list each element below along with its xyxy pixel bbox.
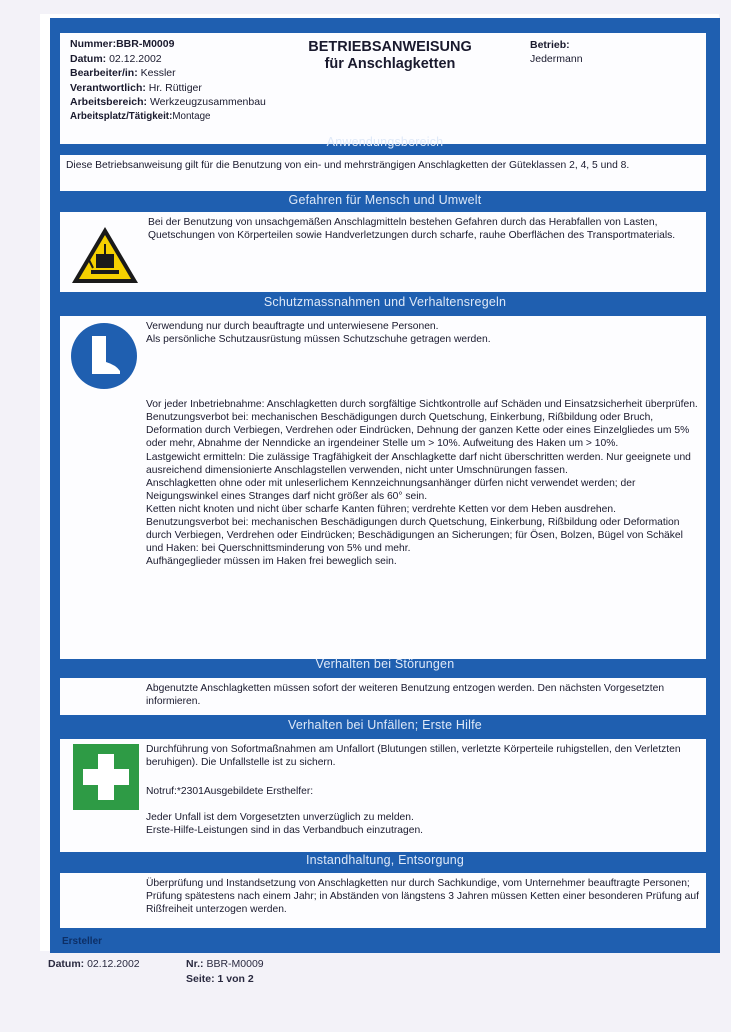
- instruction-frame: [50, 18, 720, 953]
- schutz-paragraph-2: Benutzungsverbot bei: mechanischen Beschädigungen durch Quetschung, Einkerbung, Rißbildung oder Bruch, Deformation durch Verbiegen, Verdrehen oder Eindrücken, Dehnung der ganzen Kette oder eines Einzelgliedes um 5% oder mehr, Abnahme der Nenndicke an irgendeiner Stelle um > 10%. Aufweitung des Haken um > 10%.: [146, 412, 690, 450]
- nummer-value: BBR-M0009: [116, 38, 175, 50]
- betrieb-block: [530, 38, 583, 66]
- section-title-stoerungen: Verhalten bei Störungen: [315, 657, 455, 671]
- header-box: [60, 33, 706, 144]
- schutz-paragraph-3: Lastgewicht ermitteln: Die zulässige Tragfähigkeit der Anschlagkette darf nicht überschritten werden. Nur geeignete und ausreichend dimensionierte Anschlagstellen verwenden, nicht unter Umschnürungen fassen.: [146, 451, 691, 476]
- schutz-paragraph-1: Vor jeder Inbetriebnahme: Anschlagketten durch sorgfältige Sichtkontrolle auf Schäden und Einsatzsicherheit überprüfen.: [146, 399, 698, 411]
- footer-seite: [186, 973, 254, 985]
- nummer-label: Nummer:: [70, 38, 117, 50]
- arbeitsbereich-label: Arbeitsbereich:: [70, 96, 148, 109]
- section-title-gefahren: Gefahren für Mensch und Umwelt: [288, 193, 482, 207]
- footer-datum: [48, 958, 140, 970]
- section-title-instand: Instandhaltung, Entsorgung: [305, 853, 465, 867]
- footer-datum-value: 02.12.2002: [87, 958, 140, 970]
- footer-nr-value: BBR-M0009: [206, 958, 264, 970]
- anwendung-box: [60, 155, 706, 191]
- title-line-2: für Anschlagketten: [324, 56, 456, 72]
- unfaelle-paragraph-3: Erste-Hilfe-Leistungen sind in das Verbandbuch einzutragen.: [146, 825, 424, 837]
- bearbeiter-value: Kessler: [140, 67, 176, 80]
- arbeitsbereich-value: Werkzeugzusammenbau: [149, 96, 266, 109]
- bearbeiter-label: Bearbeiter/in:: [70, 67, 138, 80]
- schutz-box: [60, 316, 706, 659]
- schutz-intro-1: Verwendung nur durch beauftragte und unterwiesene Personen.: [146, 321, 439, 332]
- schutz-paragraph-5: Ketten nicht knoten und nicht über scharfe Kanten führen; verdrehte Ketten vor dem Heben ausdrehen.: [146, 503, 616, 515]
- anwendung-text: Diese Betriebsanweisung gilt für die Benutzung von ein- und mehrsträngigen Anschlagketten der Güteklassen 2, 4, 5 und 8.: [66, 160, 630, 171]
- schutz-intro-2: Als persönliche Schutzausrüstung müssen Schutzschuhe getragen werden.: [146, 334, 491, 346]
- betrieb-label: Betrieb:: [530, 39, 570, 51]
- first-aid-cross-icon: [73, 744, 139, 810]
- footer-seite-value: 1 von 2: [217, 973, 254, 985]
- header-details: [70, 37, 266, 125]
- footer-nr-label: Nr.:: [186, 958, 204, 970]
- warning-sign-icon: [69, 224, 141, 286]
- footer-seite-label: Seite:: [186, 973, 215, 985]
- betrieb-value: Jedermann: [530, 53, 583, 65]
- arbeitsplatz-label: Arbeitsplatz/Tätigkeit:: [70, 110, 173, 122]
- arbeitsplatz-value: Montage: [172, 110, 211, 122]
- notruf-line: Notruf:*2301Ausgebildete Ersthelfer:: [146, 786, 314, 798]
- document-title: [275, 39, 505, 73]
- gefahren-text: Bei der Benutzung von unsachgemäßen Anschlagmitteln bestehen Gefahren durch das Herabfallen von Lasten, Quetschungen von Körperteilen sowie Handverletzungen durch scharfe, rauhe Oberflächen des Transportmaterials.: [148, 217, 676, 242]
- unfaelle-paragraph-1: Durchführung von Sofortmaßnahmen am Unfallort (Blutungen stillen, verletzte Körperteile ruhigstellen, den Verletzten beruhigen). Die Unfallstelle ist zu sichern.: [146, 744, 681, 769]
- unfaelle-box: [60, 739, 706, 852]
- section-title-schutz: Schutzmassnahmen und Verhaltensregeln: [263, 295, 507, 309]
- instand-text: Überprüfung und Instandsetzung von Anschlagketten nur durch Sachkundige, vom Unternehmer beauftragte Personen; Prüfung spätestens nach einem Jahr; in Abständen von längstens 3 Jahren müssen Ketten einer besonderen Prüfung auf Rißfreiheit unterzogen werden.: [146, 878, 699, 916]
- footer-nr: [186, 958, 264, 970]
- unfaelle-paragraph-2: Jeder Unfall ist dem Vorgesetzten unverzüglich zu melden.: [146, 812, 414, 824]
- datum-value: 02.12.2002: [109, 52, 162, 65]
- schutz-paragraph-4: Anschlagketten ohne oder mit unleserlichem Kennzeichnungsanhänger dürfen nicht verwendet werden; der Neigungswinkel eines Stranges darf nicht größer als 60° sein.: [146, 477, 636, 502]
- schutz-text: [146, 320, 702, 568]
- unfaelle-text: [146, 743, 702, 837]
- gefahren-box: [60, 212, 706, 292]
- datum-label: Datum:: [70, 52, 107, 65]
- stoerungen-text: Abgenutzte Anschlagketten müssen sofort der weiteren Benutzung entzogen werden. Den nächsten Vorgesetzten informieren.: [146, 683, 665, 708]
- footer-datum-label: Datum:: [48, 958, 85, 970]
- section-title-unfaelle: Verhalten bei Unfällen; Erste Hilfe: [288, 718, 482, 732]
- verantwortlich-label: Verantwortlich:: [70, 81, 146, 94]
- schutz-paragraph-7: Aufhängeglieder müssen im Haken frei beweglich sein.: [146, 556, 397, 568]
- stoerungen-box: [60, 678, 706, 715]
- safety-boot-icon: [70, 322, 138, 390]
- schutz-paragraph-6: Benutzungsverbot bei: mechanischen Beschädigungen durch Quetschung, Einkerbung, Rißbildung oder Deformation durch Verbiegen, Verdrehen oder Eindrücken; Beschädigungen an Sicherungen; für Ösen, Bolzen, Bügel von Schäkel und Haken: bei Querschnittsminderung von 5% und mehr.: [146, 517, 683, 555]
- title-line-1: BETRIEBSANWEISUNG: [308, 39, 472, 55]
- verantwortlich-value: Hr. Rüttiger: [148, 81, 202, 94]
- ersteller-label: Ersteller: [62, 936, 103, 947]
- section-title-anwendung: Anwendungsbereich: [326, 135, 444, 149]
- instand-box: [60, 873, 706, 928]
